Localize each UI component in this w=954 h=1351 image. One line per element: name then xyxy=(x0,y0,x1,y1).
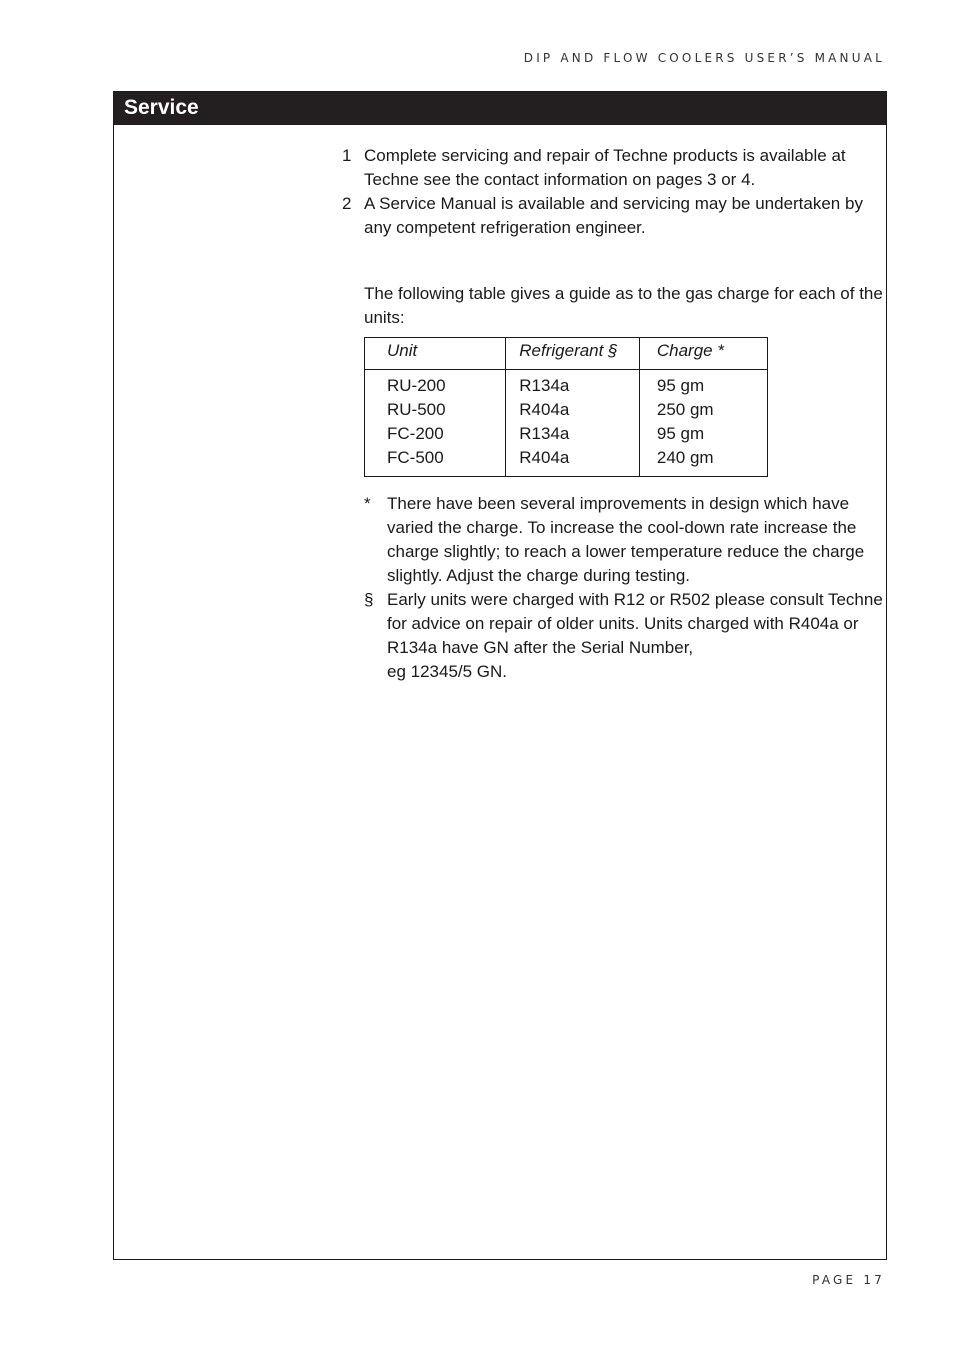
running-header: DIP AND FLOW COOLERS USER’S MANUAL xyxy=(523,51,885,65)
unit-cell: RU-500 xyxy=(387,400,446,419)
refrigerant-cell: R134a xyxy=(519,376,570,395)
charge-cell: 250 gm xyxy=(656,400,714,419)
page-number: PAGE 17 xyxy=(812,1273,885,1287)
table-header-row xyxy=(365,338,768,370)
note-mark: * xyxy=(364,494,371,513)
unit-cell: RU-200 xyxy=(387,376,446,395)
item-text: A Service Manual is available and servicing may be undertaken by any competent refrigeration engineer. xyxy=(364,194,863,237)
note-text-block xyxy=(387,588,887,684)
note-text: There have been several improvements in design which have varied the charge. To increase the cool-down rate increase the charge slightly; to reach a lower temperature reduce the charge slightly. Adjust the charge during testing. xyxy=(387,494,865,585)
gas-charge-table xyxy=(364,337,768,477)
refrigerant-cell: R404a xyxy=(519,400,570,419)
item-text: Complete servicing and repair of Techne products is available at Techne see the contact information on pages 3 or 4. xyxy=(364,146,846,189)
item-number: 2 xyxy=(342,194,352,213)
column-header-charge: Charge * xyxy=(639,338,767,370)
column-header-unit: Unit xyxy=(365,338,506,370)
item-number: 1 xyxy=(342,146,352,165)
table-row xyxy=(365,370,768,477)
table-intro: The following table gives a guide as to the gas charge for each of the units: xyxy=(364,284,883,327)
charge-column xyxy=(639,370,767,477)
charge-cell: 95 gm xyxy=(656,424,705,443)
unit-cell: FC-200 xyxy=(387,424,444,443)
section-title: Service xyxy=(124,96,199,119)
unit-column xyxy=(365,370,506,477)
refrigerant-column xyxy=(506,370,640,477)
note-text: Early units were charged with R12 or R502 please consult Techne for advice on repair of older units. Units charged with R404a or R134a have GN after the Serial Number, xyxy=(387,590,883,657)
column-header-refrigerant: Refrigerant § xyxy=(506,338,640,370)
charge-cell: 95 gm xyxy=(656,376,705,395)
unit-cell: FC-500 xyxy=(387,448,444,467)
refrigerant-cell: R404a xyxy=(519,448,570,467)
section-content xyxy=(114,92,886,1259)
note-text-line2: eg 12345/5 GN. xyxy=(387,662,508,681)
charge-cell: 240 gm xyxy=(656,448,714,467)
note-mark: § xyxy=(364,590,374,609)
page-frame xyxy=(113,91,887,1260)
refrigerant-cell: R134a xyxy=(519,424,570,443)
